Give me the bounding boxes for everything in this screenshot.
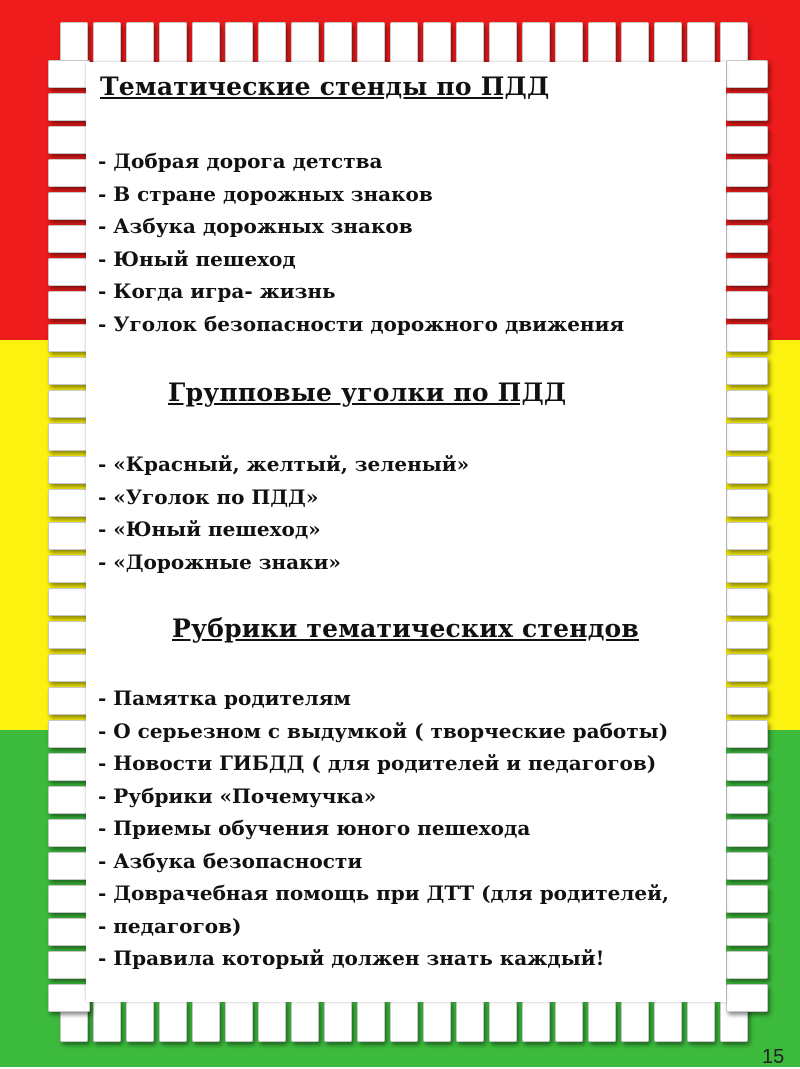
frame-tile <box>621 1000 649 1042</box>
frame-tile <box>159 1000 187 1042</box>
frame-tile <box>48 852 90 880</box>
page-number: 15 <box>762 1046 785 1068</box>
frame-tile <box>225 22 253 64</box>
frame-tile <box>726 819 768 847</box>
frame-tile <box>726 291 768 319</box>
frame-tile <box>258 22 286 64</box>
list-item: - В стране дорожных знаков <box>98 181 433 206</box>
frame-tile <box>522 1000 550 1042</box>
frame-tile <box>48 192 90 220</box>
list-item: - «Юный пешеход» <box>98 517 321 541</box>
frame-tile <box>654 22 682 64</box>
list-item: - педагогов) <box>98 913 242 938</box>
frame-tile <box>60 22 88 64</box>
list-item: - О серьезном с выдумкой ( творческие работы) <box>98 718 669 743</box>
frame-tile <box>48 60 90 88</box>
frame-tile <box>48 984 90 1012</box>
frame-tile <box>357 22 385 64</box>
frame-tile <box>687 22 715 64</box>
frame-tile <box>48 258 90 286</box>
frame-tile <box>48 555 90 583</box>
frame-tile <box>48 621 90 649</box>
frame-tile <box>48 885 90 913</box>
frame-tile <box>423 1000 451 1042</box>
frame-tile <box>48 324 90 352</box>
list-item: - Азбука дорожных знаков <box>98 214 413 238</box>
list-item: - Юный пешеход <box>98 246 296 271</box>
frame-tile <box>726 522 768 550</box>
list-item: - Новости ГИБДД ( для родителей и педагогов) <box>98 751 657 775</box>
frame-tile <box>726 126 768 154</box>
frame-tile <box>726 93 768 121</box>
frame-tile <box>621 22 649 64</box>
frame-tile <box>726 753 768 781</box>
frame-tile <box>726 555 768 583</box>
frame-tile <box>93 22 121 64</box>
frame-tile <box>726 423 768 451</box>
frame-tile <box>48 390 90 418</box>
frame-tile <box>726 918 768 946</box>
frame-tile <box>726 192 768 220</box>
frame-tile <box>48 687 90 715</box>
frame-tile <box>192 22 220 64</box>
frame-tile <box>726 357 768 385</box>
frame-tile <box>48 93 90 121</box>
group-corners-list <box>98 448 469 578</box>
list-item: - Правила который должен знать каждый! <box>98 946 605 970</box>
frame-tile <box>726 984 768 1012</box>
stand-rubrics-list <box>98 682 669 975</box>
list-item: - «Уголок по ПДД» <box>98 484 319 509</box>
frame-tile <box>357 1000 385 1042</box>
frame-tile <box>48 489 90 517</box>
frame-tile <box>726 390 768 418</box>
section-title-thematic-stands: Тематические стенды по ПДД <box>100 72 550 101</box>
frame-tile <box>48 918 90 946</box>
list-item: - Памятка родителям <box>98 686 351 710</box>
frame-tile <box>192 1000 220 1042</box>
frame-tile <box>225 1000 253 1042</box>
section-title-group-corners: Групповые уголки по ПДД <box>168 378 567 407</box>
frame-tile <box>48 291 90 319</box>
list-item: - Добрая дорога детства <box>98 149 383 173</box>
frame-tile <box>726 456 768 484</box>
frame-tile <box>726 489 768 517</box>
frame-tile <box>126 1000 154 1042</box>
frame-tile <box>48 951 90 979</box>
frame-tile <box>726 720 768 748</box>
frame-tile <box>726 258 768 286</box>
frame-tile <box>522 22 550 64</box>
list-item: - Уголок безопасности дорожного движения <box>98 311 625 336</box>
frame-tile <box>48 522 90 550</box>
frame-tile <box>588 1000 616 1042</box>
frame-tile <box>555 1000 583 1042</box>
frame-tile <box>48 720 90 748</box>
frame-tile <box>489 22 517 64</box>
frame-tile <box>48 357 90 385</box>
frame-tile <box>726 159 768 187</box>
frame-tile <box>423 22 451 64</box>
frame-tile <box>489 1000 517 1042</box>
frame-tile <box>48 126 90 154</box>
list-item: - Доврачебная помощь при ДТТ (для родителей, <box>98 881 669 905</box>
frame-tile <box>390 22 418 64</box>
frame-tile <box>726 225 768 253</box>
frame-tile <box>258 1000 286 1042</box>
frame-tile <box>93 1000 121 1042</box>
list-item: - Приемы обучения юного пешехода <box>98 816 531 840</box>
frame-tile <box>588 22 616 64</box>
frame-tile <box>126 22 154 64</box>
section-title-stand-rubrics: Рубрики тематических стендов <box>172 614 640 643</box>
thematic-stands-list <box>98 145 624 340</box>
frame-tile <box>726 621 768 649</box>
list-item: - Азбука безопасности <box>98 848 363 873</box>
list-item: - Когда игра- жизнь <box>98 279 336 303</box>
frame-tile <box>48 159 90 187</box>
frame-tile <box>720 22 748 64</box>
frame-tile <box>726 324 768 352</box>
frame-tile <box>390 1000 418 1042</box>
frame-tile <box>726 588 768 616</box>
frame-tile <box>456 1000 484 1042</box>
frame-tile <box>48 786 90 814</box>
frame-tile <box>159 22 187 64</box>
frame-tile <box>726 951 768 979</box>
frame-tile <box>726 852 768 880</box>
frame-tile <box>48 753 90 781</box>
frame-tile <box>48 654 90 682</box>
frame-tile <box>456 22 484 64</box>
list-item: - «Красный, желтый, зеленый» <box>98 452 470 476</box>
frame-tile <box>726 885 768 913</box>
frame-tile <box>687 1000 715 1042</box>
frame-tile <box>726 786 768 814</box>
frame-tile <box>324 1000 352 1042</box>
list-item: - Рубрики «Почемучка» <box>98 783 377 808</box>
frame-tile <box>726 687 768 715</box>
frame-tile <box>324 22 352 64</box>
frame-tile <box>48 423 90 451</box>
frame-tile <box>726 654 768 682</box>
frame-tile <box>48 588 90 616</box>
frame-tile <box>48 819 90 847</box>
frame-tile <box>291 1000 319 1042</box>
list-item: - «Дорожные знаки» <box>98 549 341 574</box>
frame-tile <box>654 1000 682 1042</box>
frame-tile <box>291 22 319 64</box>
frame-tile <box>555 22 583 64</box>
frame-tile <box>726 60 768 88</box>
frame-tile <box>48 225 90 253</box>
frame-tile <box>48 456 90 484</box>
